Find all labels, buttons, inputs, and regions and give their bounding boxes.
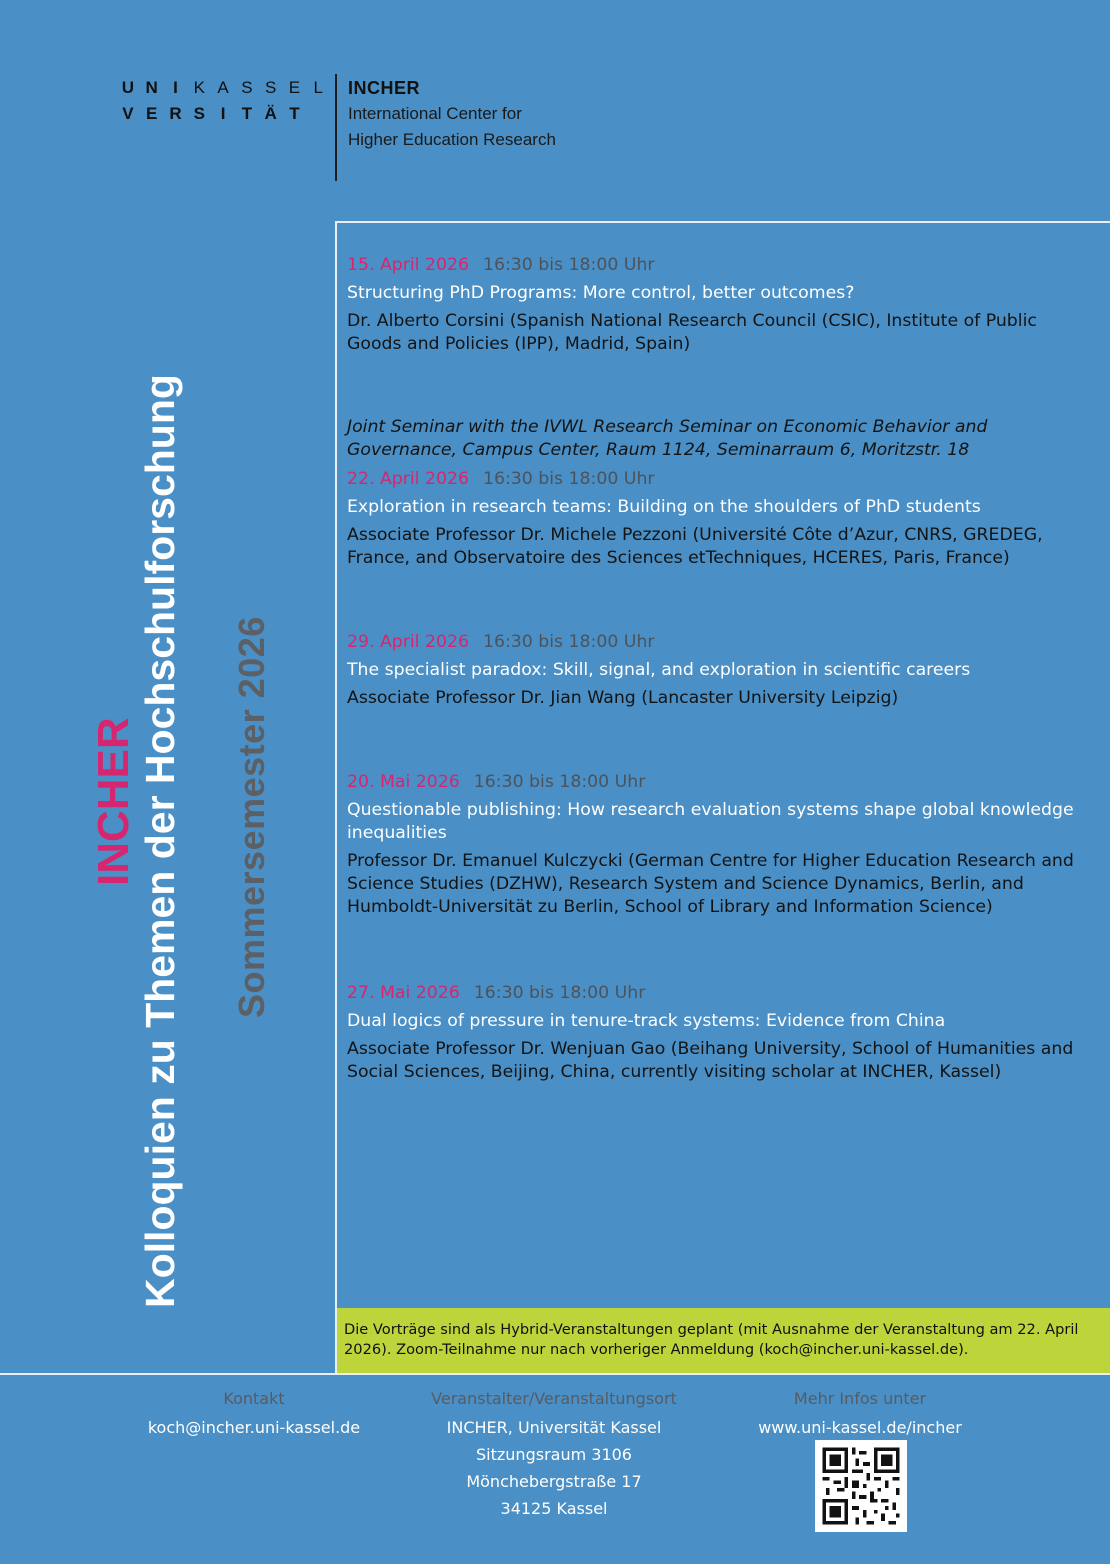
logo-letter: A	[217, 78, 229, 97]
event-time: 16:30 bis 18:00 Uhr	[473, 983, 646, 1003]
info-url-link[interactable]: www.uni-kassel.de/incher	[758, 1418, 962, 1437]
logo-letter: I	[173, 78, 178, 97]
event-title: Structuring PhD Programs: More control, better outcomes?	[347, 283, 855, 303]
event-item	[347, 631, 1087, 710]
logo-letter: T	[289, 104, 300, 123]
event-date: 20. Mai 2026	[347, 772, 460, 792]
vertical-title-series: Kolloquien zu Themen der Hochschulforschung	[137, 374, 183, 1308]
event-item	[347, 254, 1087, 356]
footer-contact	[124, 1385, 384, 1441]
event-time: 16:30 bis 18:00 Uhr	[482, 469, 655, 489]
logo-letter: E	[146, 104, 158, 123]
logo-divider	[335, 74, 337, 181]
venue-line: Mönchebergstraße 17	[466, 1472, 642, 1491]
event-title: Dual logics of pressure in tenure-track systems: Evidence from China	[347, 1011, 946, 1031]
logo-letter: T	[241, 104, 253, 123]
event-item	[347, 771, 1087, 919]
event-speaker: Associate Professor Dr. Wenjuan Gao (Beihang University, School of Humanities and Social Sciences, Beijing, China, currently visiting scholar at INCHER, Kassel)	[347, 1039, 1074, 1082]
event-item	[347, 468, 1087, 570]
vertical-title-semester: Sommersemester 2026	[231, 616, 272, 1018]
event-speaker: Associate Professor Dr. Jian Wang (Lancaster University Leipzig)	[347, 688, 899, 708]
event-speaker: Professor Dr. Emanuel Kulczycki (German Centre for Higher Education Research and Science Studies (DZHW), Research System and Science Dynamics, Berlin, and Humboldt-Universität zu Berlin, School of Library and Information Science)	[347, 851, 1074, 917]
vertical-title-incher: INCHER	[89, 717, 138, 886]
event-item	[347, 982, 1087, 1084]
logo-letter: V	[122, 104, 134, 123]
event-time: 16:30 bis 18:00 Uhr	[482, 632, 655, 652]
event-date: 15. April 2026	[347, 255, 469, 275]
frame-line-left	[335, 221, 337, 1374]
incher-logo-name-line1: International Center for	[348, 104, 522, 123]
event-date: 27. Mai 2026	[347, 983, 460, 1003]
frame-line-top	[335, 221, 1110, 223]
venue-line: 34125 Kassel	[500, 1499, 608, 1518]
incher-logo-short: INCHER	[348, 78, 421, 98]
event-speaker: Dr. Alberto Corsini (Spanish National Research Council (CSIC), Institute of Public Goods and Policies (IPP), Madrid, Spain)	[347, 311, 1037, 354]
event-note: Joint Seminar with the IVWL Research Seminar on Economic Behavior and Governance, Campus Center, Raum 1124, Seminarraum 6, Moritzstr. 18	[347, 417, 988, 460]
event-title: Exploration in research teams: Building on the shoulders of PhD students	[347, 497, 981, 517]
venue-heading: Veranstalter/Veranstaltungsort	[431, 1389, 677, 1408]
footer-venue	[404, 1385, 704, 1522]
logo-letter: Ä	[264, 104, 277, 123]
frame-line-bottom	[0, 1373, 1110, 1375]
event-date: 29. April 2026	[347, 632, 469, 652]
hybrid-notice-banner	[337, 1308, 1110, 1373]
uni-kassel-logo-line1	[116, 78, 330, 98]
footer-info	[730, 1385, 990, 1441]
event-meta	[347, 468, 1087, 491]
qr-code-icon[interactable]	[815, 1440, 907, 1532]
contact-heading: Kontakt	[223, 1389, 285, 1408]
event-meta	[347, 254, 1087, 277]
event-meta	[347, 631, 1087, 654]
logo-letter: S	[265, 78, 277, 97]
logo-letter: I	[220, 104, 226, 123]
info-heading: Mehr Infos unter	[793, 1389, 927, 1408]
event-title: The specialist paradox: Skill, signal, and exploration in scientific careers	[347, 660, 971, 680]
contact-email-link[interactable]: koch@incher.uni-kassel.de	[147, 1418, 361, 1437]
logo-letter: N	[145, 78, 158, 97]
event-meta	[347, 771, 1087, 794]
logo-letter: K	[193, 78, 205, 97]
logo-letter: U	[121, 78, 135, 97]
hybrid-notice-text: Die Vorträge sind als Hybrid-Veranstaltungen geplant (mit Ausnahme der Veranstaltung am 22. April 2026). Zoom-Teilnahme nur nach vorheriger Anmeldung (koch@incher.uni-kassel.de).	[344, 1321, 1079, 1358]
uni-kassel-logo-line2	[116, 104, 306, 124]
logo-letter: S	[193, 104, 205, 123]
logo-letter: S	[241, 78, 253, 97]
logo-letter: R	[169, 104, 182, 123]
event-speaker: Associate Professor Dr. Michele Pezzoni (Université Côte d’Azur, CNRS, GREDEG, France, and Observatoire des Sciences etTechniques, HCERES, Paris, France)	[347, 525, 1043, 568]
logo-letter: E	[288, 78, 301, 97]
event-time: 16:30 bis 18:00 Uhr	[482, 255, 655, 275]
logo-letter: L	[313, 78, 323, 97]
event-meta	[347, 982, 1087, 1005]
venue-line: Sitzungsraum 3106	[476, 1445, 632, 1464]
event-date: 22. April 2026	[347, 469, 469, 489]
event-title: Questionable publishing: How research evaluation systems shape global knowledge inequalities	[347, 800, 1074, 843]
event-time: 16:30 bis 18:00 Uhr	[473, 772, 646, 792]
incher-logo-name-line2: Higher Education Research	[348, 130, 556, 149]
venue-line: INCHER, Universität Kassel	[446, 1418, 662, 1437]
